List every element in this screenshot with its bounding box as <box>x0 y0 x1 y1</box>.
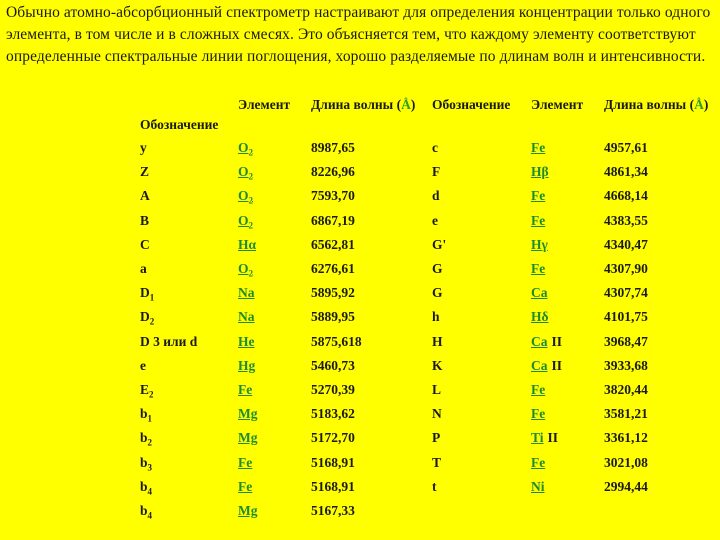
designation-text: b <box>140 430 148 446</box>
wavelength-cell: 6562,81 <box>311 236 355 252</box>
element-symbol <box>531 309 549 324</box>
element-symbol <box>238 237 256 252</box>
element-subscript: 2 <box>248 268 254 279</box>
designation-text: G' <box>432 236 447 252</box>
designation-subscript: 1 <box>149 292 155 303</box>
element-symbol <box>531 382 545 397</box>
wavelength-cell: 4957,61 <box>604 140 648 155</box>
designation-cell <box>432 309 440 325</box>
designation-text: e <box>432 212 438 228</box>
element-symbol <box>531 334 548 349</box>
header-wavelength-text: Длина волны ( <box>311 97 402 112</box>
designation-text: K <box>432 357 443 373</box>
element-cell <box>238 237 256 253</box>
designation-text: N <box>432 406 442 422</box>
designation-subscript: 3 <box>147 462 153 473</box>
designation-text: D <box>140 285 150 301</box>
element-text: Hβ <box>531 164 549 180</box>
element-text: O <box>238 188 249 204</box>
designation-text: t <box>432 478 437 494</box>
element-text: Ti <box>531 430 544 446</box>
designation-text: b <box>140 503 148 518</box>
wavelength-cell: 6276,61 <box>311 261 355 276</box>
element-text: Mg <box>238 430 258 446</box>
wavelength-cell: 4307,90 <box>604 261 648 276</box>
element-cell <box>531 309 549 325</box>
designation-cell <box>140 140 147 156</box>
intro-paragraph: Обычно атомно-абсорбционный спектрометр настраивают для определения концентрации только одного элемента, в том числе и в сложных смесях. Это объясняется тем, что каждому элементу соответствуют определенные спектральные линии поглощения, хорошо разделяемые по длинам волн и интенсивности. <box>6 4 711 65</box>
designation-cell <box>140 503 152 521</box>
header-wavelength-right <box>604 97 708 113</box>
ionization-numeral: II <box>551 357 563 373</box>
element-symbol <box>531 455 545 470</box>
element-cell <box>238 455 252 471</box>
ionization-numeral: II <box>547 430 559 446</box>
header-element-left: Элемент <box>238 97 291 112</box>
element-symbol <box>531 237 548 252</box>
designation-subscript: 2 <box>149 389 154 400</box>
designation-cell <box>432 188 440 204</box>
wavelength-cell: 3933,68 <box>604 357 648 373</box>
designation-cell <box>432 479 437 495</box>
wavelength-cell: 5167,33 <box>311 503 355 518</box>
element-cell <box>531 285 548 301</box>
designation-text: B <box>140 212 150 228</box>
element-cell <box>531 334 562 350</box>
element-symbol <box>238 309 255 324</box>
designation-cell <box>432 164 440 180</box>
designation-text: b <box>140 406 148 422</box>
element-symbol <box>238 140 254 158</box>
designation-cell <box>140 237 150 253</box>
element-symbol <box>238 430 258 445</box>
element-cell <box>238 479 252 495</box>
element-text: Fe <box>531 261 546 276</box>
element-cell <box>238 285 255 301</box>
element-symbol <box>238 358 255 373</box>
element-text: Fe <box>238 382 253 397</box>
angstrom-symbol: Å <box>694 97 704 112</box>
element-text: Fe <box>238 478 253 494</box>
element-symbol <box>238 164 254 182</box>
element-symbol <box>238 382 252 397</box>
wavelength-cell: 3968,47 <box>604 333 648 349</box>
element-text: Ni <box>531 478 545 494</box>
element-symbol <box>238 406 258 421</box>
designation-text: y <box>140 140 147 155</box>
designation-cell <box>432 382 441 398</box>
designation-text: P <box>432 430 441 446</box>
designation-text: c <box>432 140 438 155</box>
element-cell <box>238 213 253 231</box>
element-text: Fe <box>238 454 253 470</box>
element-cell <box>531 358 562 374</box>
element-text: Fe <box>531 212 546 228</box>
element-cell <box>238 430 258 446</box>
designation-text: d <box>432 188 440 204</box>
wavelength-cell: 5895,92 <box>311 285 355 301</box>
element-symbol <box>238 188 254 207</box>
designation-cell <box>140 213 149 229</box>
element-cell <box>238 188 253 206</box>
element-symbol <box>531 358 548 373</box>
wavelength-cell: 4383,55 <box>604 212 648 228</box>
element-cell <box>531 237 548 253</box>
element-cell <box>531 164 549 180</box>
wavelength-cell: 5168,91 <box>311 454 355 470</box>
designation-text: G <box>432 261 443 276</box>
designation-cell <box>140 455 152 473</box>
designation-cell <box>432 358 443 374</box>
designation-cell <box>432 334 443 350</box>
element-cell <box>531 430 558 446</box>
designation-cell <box>140 406 152 424</box>
wavelength-cell: 8987,65 <box>311 140 355 155</box>
wavelength-cell: 5172,70 <box>311 430 355 446</box>
element-symbol <box>238 334 255 349</box>
designation-subscript: 2 <box>147 438 153 449</box>
element-cell <box>238 334 255 350</box>
designation-subscript: 2 <box>149 317 155 328</box>
element-symbol <box>531 164 549 179</box>
element-symbol <box>238 479 252 494</box>
element-symbol <box>238 261 254 279</box>
element-symbol <box>531 213 545 228</box>
element-symbol <box>531 285 548 300</box>
element-cell <box>531 140 545 156</box>
element-text: O <box>238 212 249 228</box>
wavelength-cell: 5460,73 <box>311 357 355 373</box>
designation-text: G <box>432 285 443 301</box>
element-cell <box>531 406 545 422</box>
element-symbol <box>238 455 252 470</box>
wavelength-cell: 4307,74 <box>604 285 648 301</box>
element-cell <box>531 479 545 495</box>
wavelength-cell: 2994,44 <box>604 478 648 494</box>
designation-cell <box>140 430 152 448</box>
wavelength-cell: 3820,44 <box>604 382 648 397</box>
element-text: Hγ <box>531 236 548 252</box>
ionization-numeral: II <box>551 333 563 349</box>
element-symbol <box>531 430 544 445</box>
header-designation-right: Обозначение <box>432 97 511 112</box>
designation-cell <box>140 285 154 303</box>
designation-text: D 3 или d <box>140 333 198 349</box>
header-wavelength-close: ) <box>703 97 709 112</box>
designation-cell <box>432 140 438 156</box>
designation-cell <box>140 358 146 374</box>
designation-subscript: 1 <box>147 413 153 424</box>
element-symbol <box>238 503 258 518</box>
element-text: Ca <box>531 285 548 301</box>
element-text: O <box>238 164 249 180</box>
wavelength-cell: 4861,34 <box>604 164 648 180</box>
designation-cell <box>140 188 150 204</box>
designation-text: F <box>432 164 441 180</box>
element-text: Na <box>238 309 255 325</box>
element-cell <box>238 358 255 374</box>
designation-subscript: 4 <box>147 486 153 497</box>
element-text: Ca <box>531 333 548 349</box>
designation-cell <box>140 334 197 350</box>
element-cell <box>531 213 545 229</box>
element-text: Fe <box>531 406 546 422</box>
element-cell <box>238 503 258 519</box>
wavelength-cell: 3021,08 <box>604 454 648 470</box>
header-wavelength-text: Длина волны ( <box>604 97 695 112</box>
header-wavelength-close: ) <box>410 97 416 112</box>
designation-subscript: 4 <box>147 510 153 521</box>
element-text: O <box>238 140 249 155</box>
element-text: He <box>238 333 255 349</box>
element-cell <box>531 261 545 277</box>
element-subscript: 2 <box>248 147 254 158</box>
designation-text: a <box>140 261 147 276</box>
element-text: Mg <box>238 406 258 422</box>
designation-cell <box>432 430 440 446</box>
designation-cell <box>140 309 154 327</box>
wavelength-cell: 4340,47 <box>604 236 648 252</box>
wavelength-cell: 7593,70 <box>311 188 355 204</box>
wavelength-cell: 3581,21 <box>604 406 648 422</box>
element-text: Ca <box>531 357 548 373</box>
element-cell <box>531 188 545 204</box>
designation-text: Z <box>140 164 150 180</box>
element-text: O <box>238 261 249 276</box>
wavelength-cell: 5183,62 <box>311 406 355 422</box>
designation-text: E <box>140 382 150 397</box>
wavelength-cell: 3361,12 <box>604 430 648 446</box>
element-subscript: 2 <box>248 171 254 182</box>
element-cell <box>238 164 253 182</box>
element-symbol <box>238 212 254 231</box>
designation-text: h <box>432 309 440 325</box>
angstrom-symbol: Å <box>401 97 411 112</box>
designation-cell <box>432 261 443 277</box>
designation-cell <box>140 261 147 277</box>
designation-cell <box>432 285 443 301</box>
designation-cell <box>432 237 446 253</box>
designation-text: H <box>432 333 443 349</box>
wavelength-cell: 8226,96 <box>311 164 355 180</box>
wavelength-cell: 5875,618 <box>311 333 362 349</box>
designation-text: C <box>140 236 150 252</box>
element-symbol <box>238 285 255 300</box>
designation-cell <box>432 406 442 422</box>
designation-text: b <box>140 478 148 494</box>
header-wavelength-left <box>311 97 415 113</box>
header-element-right: Элемент <box>531 97 584 112</box>
designation-text: e <box>140 357 146 373</box>
element-symbol <box>531 479 545 494</box>
element-text: Fe <box>531 382 546 397</box>
element-text: Hα <box>238 236 257 252</box>
designation-text: A <box>140 188 150 204</box>
element-cell <box>531 382 545 398</box>
designation-cell <box>432 213 438 229</box>
element-cell <box>238 140 253 158</box>
wavelength-cell: 4101,75 <box>604 309 648 325</box>
designation-cell <box>140 164 149 180</box>
element-symbol <box>531 406 545 421</box>
element-text: Hg <box>238 357 256 373</box>
element-text: Mg <box>238 503 258 518</box>
element-text: Hδ <box>531 309 549 325</box>
element-symbol <box>531 261 545 276</box>
designation-cell <box>140 382 154 400</box>
element-symbol <box>531 188 545 203</box>
header-designation-left: Обозначение <box>140 117 219 132</box>
element-cell <box>238 382 252 398</box>
element-subscript: 2 <box>248 196 254 207</box>
element-cell <box>238 309 255 325</box>
element-text: Fe <box>531 188 546 204</box>
designation-cell <box>140 479 152 497</box>
wavelength-cell: 5168,91 <box>311 478 355 494</box>
wavelength-cell: 5270,39 <box>311 382 355 397</box>
element-cell <box>531 455 545 471</box>
element-cell <box>238 261 253 279</box>
element-text: Na <box>238 285 255 301</box>
wavelength-cell: 4668,14 <box>604 188 648 204</box>
element-text: Fe <box>531 140 546 155</box>
designation-text: L <box>432 382 442 397</box>
designation-text: D <box>140 309 150 325</box>
element-text: Fe <box>531 454 546 470</box>
designation-cell <box>432 455 441 471</box>
designation-text: b <box>140 454 148 470</box>
element-symbol <box>531 140 545 155</box>
designation-text: T <box>432 454 442 470</box>
element-cell <box>238 406 258 422</box>
element-subscript: 2 <box>248 220 254 231</box>
wavelength-cell: 5889,95 <box>311 309 355 325</box>
wavelength-cell: 6867,19 <box>311 212 355 228</box>
